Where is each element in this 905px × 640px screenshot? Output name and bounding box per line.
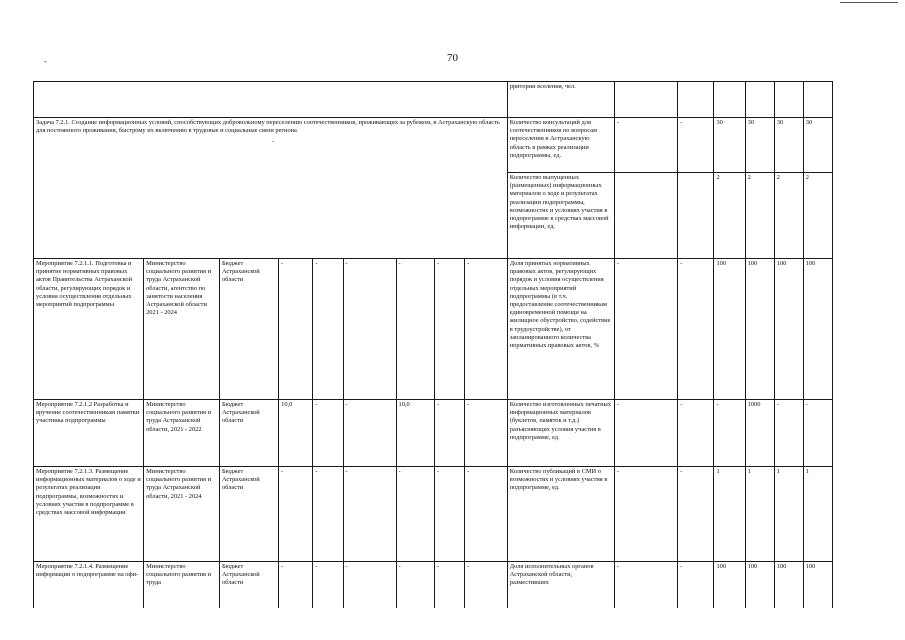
value-cell: - bbox=[678, 467, 714, 562]
funding-cell: - bbox=[313, 400, 343, 467]
page-number: 70 bbox=[447, 52, 458, 64]
task-text: Задача 7.2.1. Создание информационных условий, способствующих добровольному переселению соотечественников, проживающих за рубежом, в Астраханскую область для постоянного проживания, быстрому их включению в трудовые и социальные связи региона bbox=[36, 119, 500, 135]
funding-cell: - bbox=[465, 400, 508, 467]
funding-cell: - bbox=[396, 259, 434, 400]
executor-cell: Министерство социального развития и труда Астраханской области, 2021 - 2022 bbox=[144, 400, 220, 467]
value-cell: - bbox=[774, 400, 803, 467]
measure-name-cell: Мероприятие 7.2.1.4. Размещение информации о подпрограмме на офи- bbox=[34, 562, 144, 609]
value-cell bbox=[678, 173, 714, 259]
executor-cell: Министерство социального развития и труда bbox=[144, 562, 220, 609]
value-cell: 2 bbox=[803, 173, 832, 259]
indicator-cell: Количество публикаций в СМИ о возможностях и условиях участия в подпрограмме, ед. bbox=[507, 467, 614, 562]
funding-cell: 10,0 bbox=[279, 400, 313, 467]
funding-cell: - bbox=[279, 467, 313, 562]
funding-cell: 10,0 bbox=[396, 400, 434, 467]
indicator-cell: Доля исполнительных органов Астраханской области, разместивших bbox=[507, 562, 614, 609]
funding-cell: - bbox=[465, 259, 508, 400]
funding-cell: - bbox=[343, 562, 396, 609]
value-cell: - bbox=[678, 118, 714, 173]
value-cell bbox=[678, 82, 714, 118]
value-cell: - bbox=[678, 562, 714, 609]
funding-cell: - bbox=[343, 259, 396, 400]
executor-cell: Министерство социального развития и труда Астраханской области, агентство по занятости населения Астраханской области 2021 - 2024 bbox=[144, 259, 220, 400]
margin-dash: - bbox=[44, 57, 47, 66]
value-cell: 1 bbox=[714, 467, 745, 562]
value-cell: - bbox=[614, 467, 677, 562]
value-cell bbox=[714, 82, 745, 118]
value-cell: 2 bbox=[714, 173, 745, 259]
funding-cell: - bbox=[313, 259, 343, 400]
value-cell: - bbox=[803, 400, 832, 467]
funding-cell: - bbox=[396, 562, 434, 609]
funding-cell: - bbox=[313, 562, 343, 609]
value-cell: 100 bbox=[745, 259, 774, 400]
plan-table-frame bbox=[33, 81, 833, 608]
measure-row bbox=[34, 400, 833, 467]
funding-cell: - bbox=[465, 467, 508, 562]
funding-cell: - bbox=[434, 562, 464, 609]
funding-cell: - bbox=[279, 259, 313, 400]
value-cell: 100 bbox=[745, 562, 774, 609]
indicator-cell: рритории вселения, чел. bbox=[507, 82, 614, 118]
value-cell: 1000 bbox=[745, 400, 774, 467]
value-cell: - bbox=[614, 400, 677, 467]
funding-cell: - bbox=[434, 467, 464, 562]
value-cell: 100 bbox=[714, 562, 745, 609]
corner-rule bbox=[840, 2, 898, 3]
value-cell: - bbox=[678, 400, 714, 467]
funding-source-cell: Бюджет Астраханской области bbox=[219, 467, 278, 562]
value-cell: - bbox=[714, 400, 745, 467]
value-cell: 100 bbox=[774, 259, 803, 400]
value-cell bbox=[614, 173, 677, 259]
value-cell: 100 bbox=[803, 259, 832, 400]
funding-source-cell: Бюджет Астраханской области bbox=[219, 259, 278, 400]
indicator-cell: Количество консультаций для соотечественников по вопросам переселения в Астраханскую область в рамках реализации подпрограммы, ед. bbox=[507, 118, 614, 173]
funding-cell: - bbox=[313, 467, 343, 562]
value-cell: - bbox=[678, 259, 714, 400]
measure-name-cell: Мероприятие 7.2.1.3. Размещение информационных материалов о ходе и результатах реализации подпрограммы, возможностях и условиях участия в подпрограмме в средствах массовой информации bbox=[34, 467, 144, 562]
value-cell: - bbox=[614, 118, 677, 173]
funding-cell: - bbox=[343, 467, 396, 562]
value-cell: 100 bbox=[803, 562, 832, 609]
funding-cell: - bbox=[279, 562, 313, 609]
value-cell: 2 bbox=[774, 173, 803, 259]
value-cell bbox=[745, 82, 774, 118]
stray-mark: - bbox=[272, 138, 275, 145]
value-cell: 30 bbox=[803, 118, 832, 173]
funding-cell: - bbox=[465, 562, 508, 609]
value-cell: 1 bbox=[774, 467, 803, 562]
measure-row bbox=[34, 259, 833, 400]
value-cell bbox=[803, 82, 832, 118]
funding-cell: - bbox=[343, 400, 396, 467]
value-cell: 30 bbox=[714, 118, 745, 173]
funding-cell: - bbox=[434, 259, 464, 400]
value-cell bbox=[774, 82, 803, 118]
task-description-cell bbox=[34, 118, 508, 259]
measure-name-cell: Мероприятие 7.2.1.1. Подготовка и принятие нормативных правовых актов Правительства Астраханской области, регулирующих порядок и условия осуществления отдельных мероприятий подпрограммы bbox=[34, 259, 144, 400]
value-cell: - bbox=[614, 259, 677, 400]
task-row bbox=[34, 118, 833, 173]
executor-cell: Министерство социального развития и труда Астраханской области, 2021 - 2024 bbox=[144, 467, 220, 562]
value-cell: 30 bbox=[774, 118, 803, 173]
value-cell: 30 bbox=[745, 118, 774, 173]
value-cell: 100 bbox=[774, 562, 803, 609]
value-cell: 1 bbox=[803, 467, 832, 562]
funding-cell: - bbox=[396, 467, 434, 562]
indicator-cell: Количество выпущенных (размещенных) информационных материалов о ходе и результатах реализации подпрограммы, возможностях и условиях участия в подпрограмме в средствах массовой информации, ед. bbox=[507, 173, 614, 259]
measure-row bbox=[34, 562, 833, 609]
value-cell: 1 bbox=[745, 467, 774, 562]
funding-source-cell: Бюджет Астраханской области bbox=[219, 562, 278, 609]
indicator-cell: Доля принятых нормативных правовых актов, регулирующих порядок и условия осуществления отдельных мероприятий подпрограммы (в т.ч. предоставление соотечественникам единовременной помощи на жилищное обустройство, содействие в трудоустройстве), от запланированного количества нормативных правовых актов, % bbox=[507, 259, 614, 400]
value-cell: 2 bbox=[745, 173, 774, 259]
continuation-empty-cell bbox=[34, 82, 508, 118]
value-cell bbox=[614, 82, 677, 118]
measure-row bbox=[34, 467, 833, 562]
value-cell: - bbox=[614, 562, 677, 609]
indicator-cell: Количество изготовленных печатных информационных материалов (буклетов, памяток и т.д.) разъясняющих условия участия в подпрограмме, ед. bbox=[507, 400, 614, 467]
funding-cell: - bbox=[434, 400, 464, 467]
plan-table bbox=[33, 81, 833, 608]
funding-source-cell: Бюджет Астраханской области bbox=[219, 400, 278, 467]
value-cell: 100 bbox=[714, 259, 745, 400]
continuation-row bbox=[34, 82, 833, 118]
measure-name-cell: Мероприятие 7.2.1.2 Разработка и вручение соотечественникам памятки участника подпрограммы bbox=[34, 400, 144, 467]
